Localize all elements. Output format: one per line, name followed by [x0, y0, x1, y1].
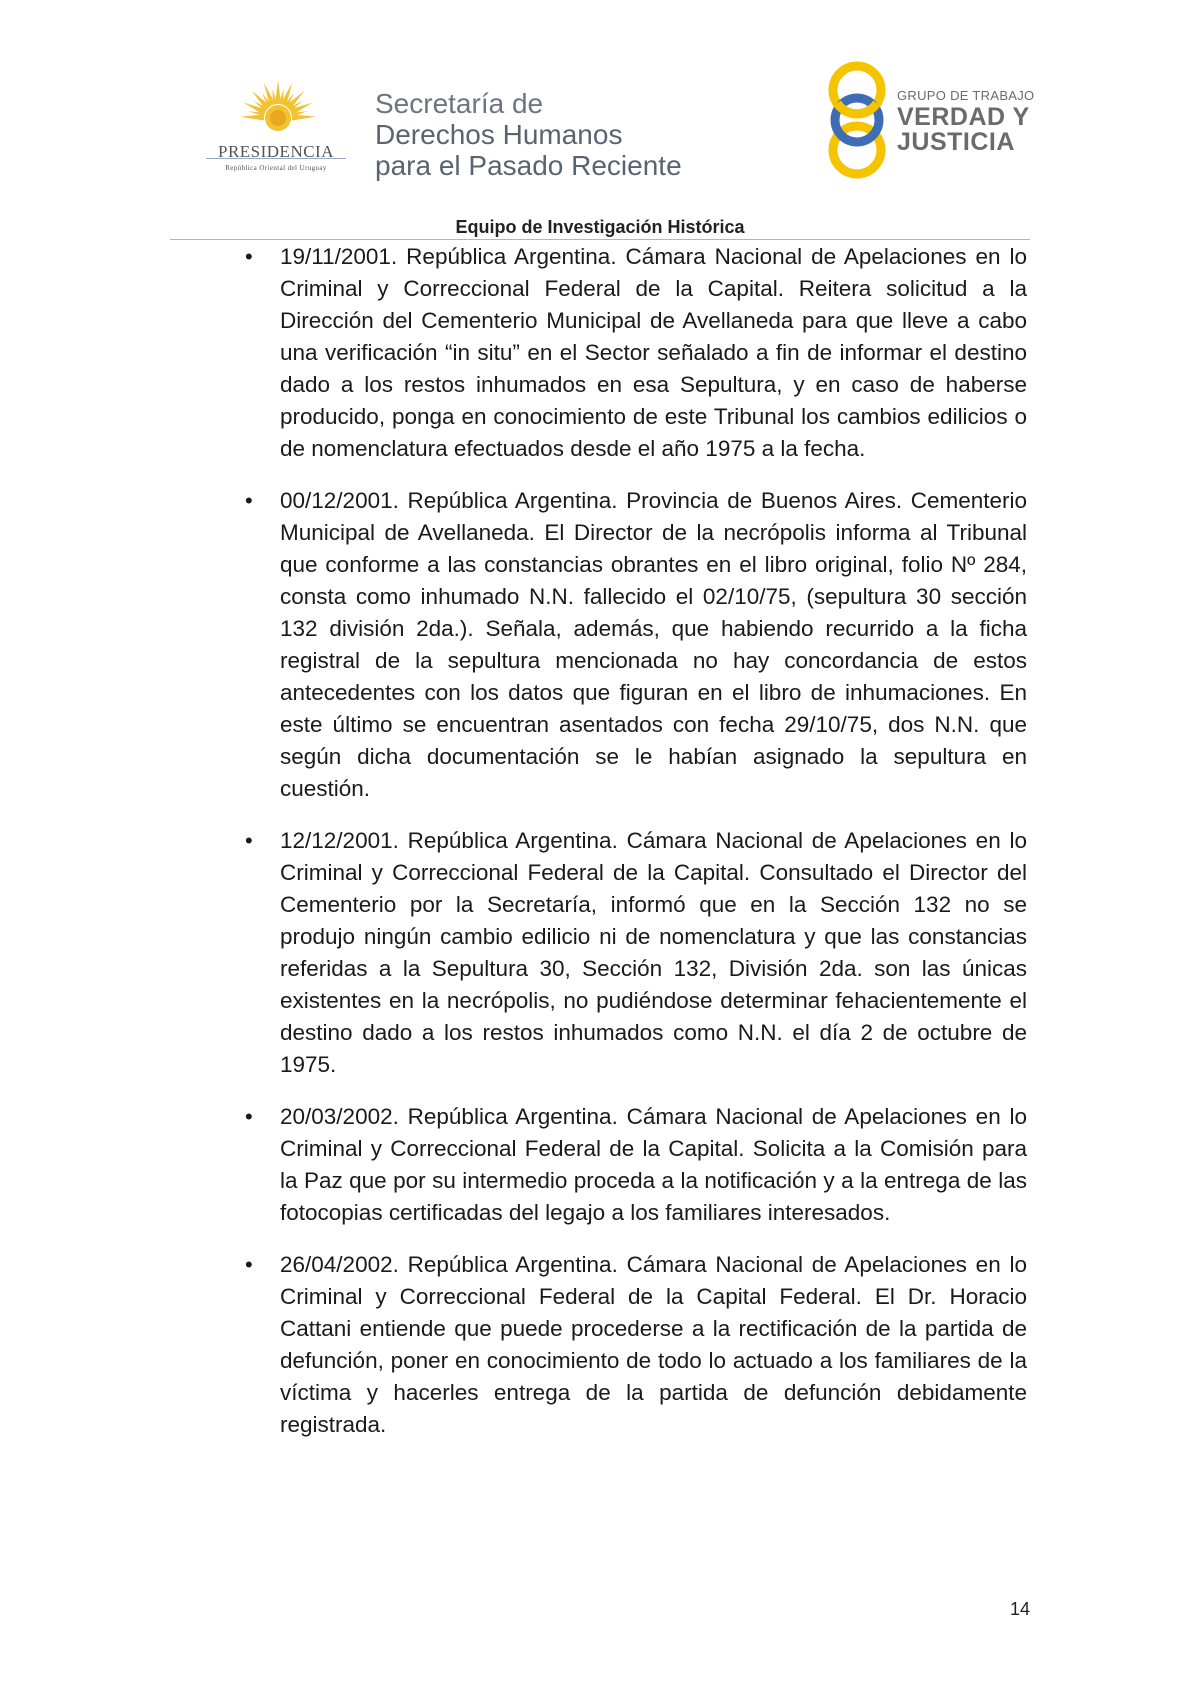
list-item: [245, 1249, 1027, 1441]
entry-text: 12/12/2001. República Argentina. Cámara Nacional de Apelaciones en lo Criminal y Correccional Federal de la Capital. Consultado el Director del Cementerio por la Secretaría, informó que en la Sección 132 no se produjo ningún cambio edilicio ni de nomenclatura y que las constancias referidas a la Sepultura 30, Sección 132, División 2da. son las únicas existentes en la necrópolis, no pudiéndose determinar fehacientemente el destino dado a los restos inhumados como N.N. el día 2 de octubre de 1975.: [280, 828, 1027, 1077]
list-item: [245, 825, 1027, 1081]
entry-text: 00/12/2001. República Argentina. Provincia de Buenos Aires. Cementerio Municipal de Avellaneda. El Director de la necrópolis informa al Tribunal que conforme a las constancias obrantes en el libro original, folio Nº 284, consta como inhumado N.N. fallecido el 02/10/75, (sepultura 30 sección 132 división 2da.). Señala, además, que habiendo recurrido a la ficha registral de la sepultura mencionada no hay concordancia de estos antecedentes con los datos que figuran en el libro de inhumaciones. En este último se encuentran asentados con fecha 29/10/75, dos N.N. que según dicha documentación se le habían asignado la sepultura en cuestión.: [280, 488, 1027, 801]
presidencia-name: PRESIDENCIA: [217, 142, 334, 161]
page-number: 14: [1009, 1599, 1030, 1619]
verdad-justicia-logo: [825, 58, 1035, 183]
secretaria-line-2: Derechos Humanos: [375, 119, 623, 150]
presidencia-subtitle: República Oriental del Uruguay: [225, 164, 327, 172]
bullet: •: [245, 1104, 253, 1129]
bullet: •: [245, 488, 253, 513]
presidencia-logo: [196, 78, 356, 178]
bullet: •: [245, 828, 253, 853]
sun-icon: [238, 78, 318, 148]
secretaria-line-3: para el Pasado Reciente: [375, 150, 682, 181]
list-item: [245, 1101, 1027, 1229]
header-divider: [170, 239, 1030, 240]
entry-text: 19/11/2001. República Argentina. Cámara Nacional de Apelaciones en lo Criminal y Correccional Federal de la Capital. Reitera solicitud a la Dirección del Cementerio Municipal de Avellaneda para que lleve a cabo una verificación “in situ” en el Sector señalado a fin de informar el destino dado a los restos inhumados en esa Sepultura, y en caso de haberse producido, ponga en conocimiento de este Tribunal los cambios edilicios o de nomenclatura efectuados desde el año 1975 a la fecha.: [280, 244, 1027, 461]
entry-text: 20/03/2002. República Argentina. Cámara Nacional de Apelaciones en lo Criminal y Correccional Federal de la Capital. Solicita a la Comisión para la Paz que por su intermedio proceda a la notificación y a la entrega de las fotocopias certificadas del legajo a los familiares interesados.: [280, 1104, 1027, 1225]
bullet: •: [245, 244, 253, 269]
grupo-trabajo-label: GRUPO DE TRABAJO: [897, 88, 1035, 103]
team-title: Equipo de Investigación Histórica: [455, 217, 745, 237]
entry-text: 26/04/2002. República Argentina. Cámara Nacional de Apelaciones en lo Criminal y Correccional Federal de la Capital Federal. El Dr. Horacio Cattani entiende que puede procederse a la rectificación de la partida de defunción, poner en conocimiento de todo lo actuado a los familiares de la víctima y hacerles entrega de la partida de defunción debidamente registrada.: [280, 1252, 1027, 1437]
secretaria-line-1: Secretaría de: [375, 88, 544, 119]
secretaria-logo: [375, 88, 682, 181]
rings-icon: [825, 58, 905, 183]
chronology-list: [245, 241, 1027, 1461]
list-item: [245, 485, 1027, 805]
justicia-label: JUSTICIA: [897, 128, 1015, 156]
list-item: [245, 241, 1027, 465]
bullet: •: [245, 1252, 253, 1277]
verdad-label: VERDAD Y: [897, 103, 1030, 131]
